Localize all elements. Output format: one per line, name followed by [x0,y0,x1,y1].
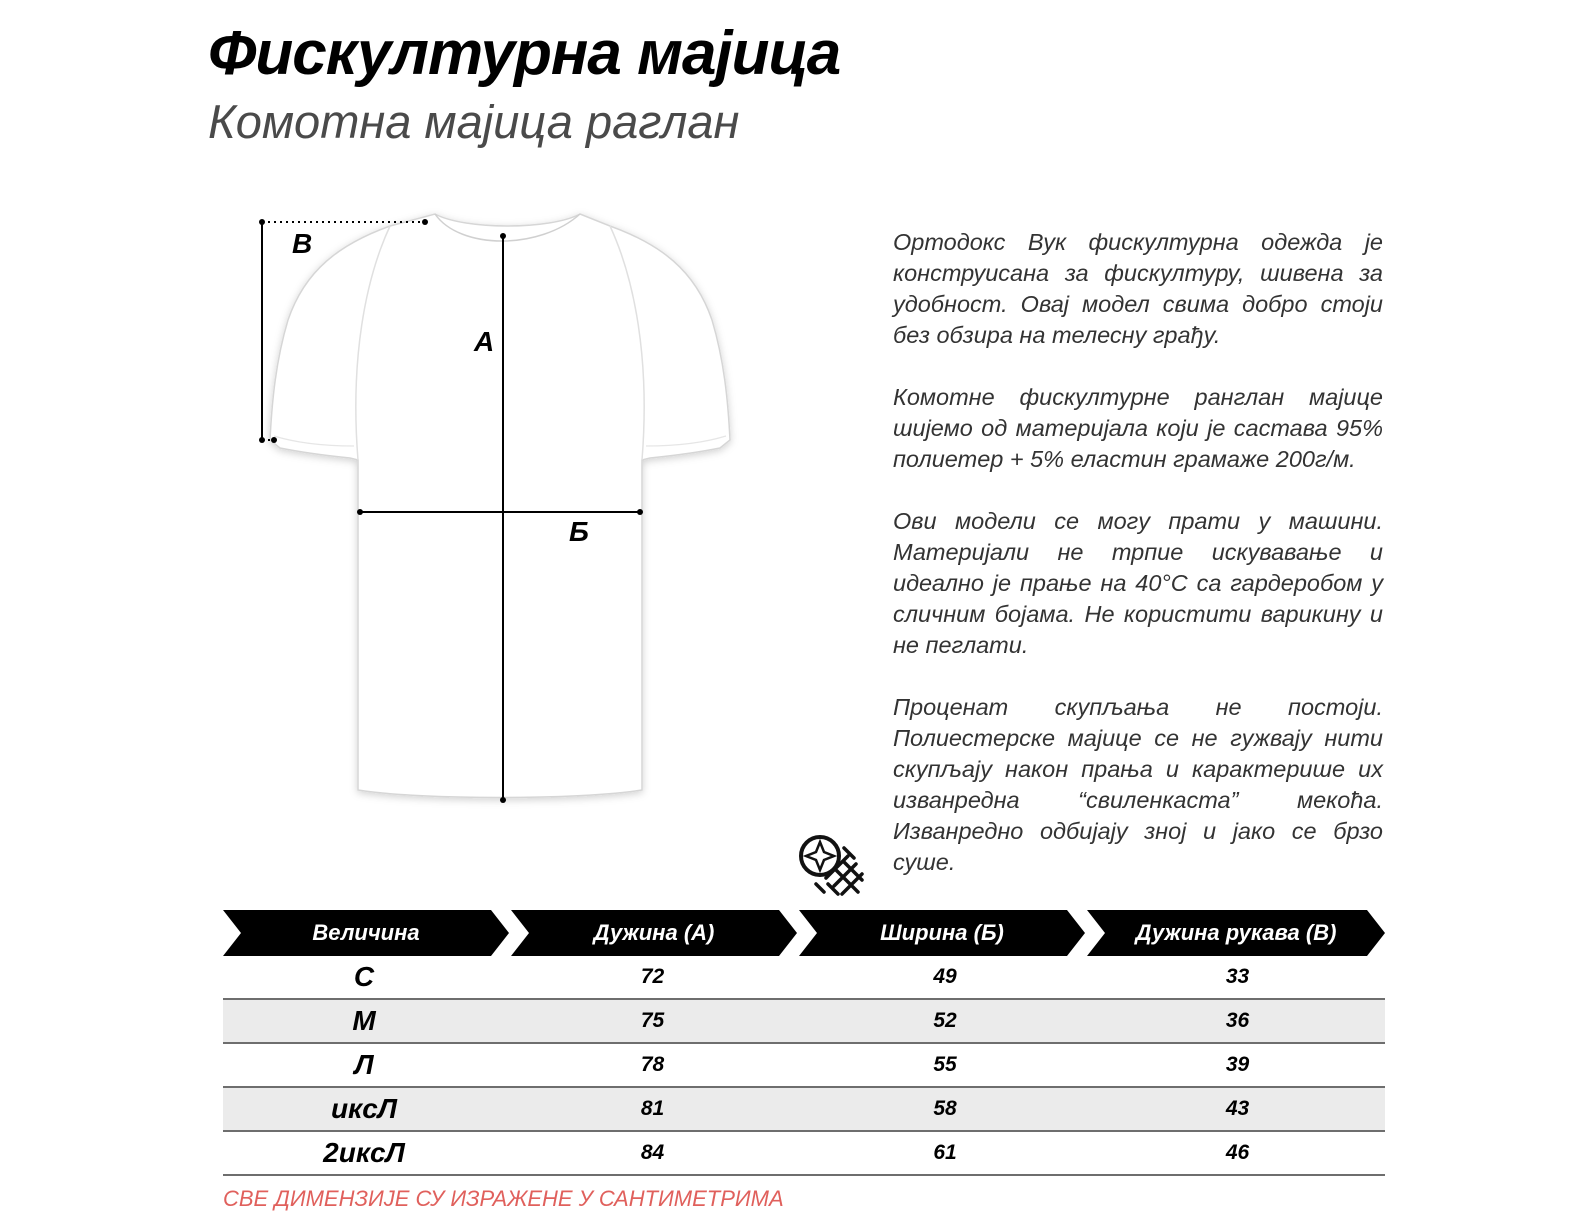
cell-width: 58 [933,1097,957,1120]
label-sleeve: В [292,228,313,259]
product-description [893,227,1383,909]
cell-sleeve: 33 [1225,965,1250,988]
cell-length: 84 [640,1141,665,1164]
tshirt-shape [270,214,730,798]
page-subtitle: Комотна мајица раглан [208,95,740,148]
cell-sleeve: 43 [1225,1097,1250,1120]
cell-width: 61 [933,1141,957,1164]
header-length: Дужина (А) [511,910,797,956]
description-paragraph: Ови модели се могу прати у машини. Материјали не трпие искувавање и идеално је прање на 40°C са гардеробом у сличним бојама. Не користити варикину и не пеглати. [893,508,1383,658]
cell-size: Л [354,1049,374,1080]
table-row [223,1088,1385,1132]
cell-length: 78 [640,1053,665,1076]
table-row [223,956,1385,1000]
size-table-body [223,956,1385,1176]
header-sleeve: Дужина рукава (В) [1087,910,1385,956]
cell-length: 75 [640,1009,665,1032]
cell-width: 55 [933,1053,957,1076]
table-row [223,1000,1385,1044]
cell-sleeve: 36 [1225,1009,1250,1032]
fabric-texture-icon [796,832,866,902]
tshirt-diagram [250,200,750,820]
cell-size: иксЛ [330,1093,398,1124]
cell-size: М [352,1005,376,1036]
cell-width: 49 [933,965,957,988]
cell-sleeve: 39 [1225,1053,1250,1076]
table-row [223,1044,1385,1088]
cell-width: 52 [933,1009,957,1032]
size-table-header [223,910,1385,956]
cell-length: 72 [640,965,665,988]
cell-size: 2иксЛ [323,1137,405,1168]
label-width: Б [569,516,589,547]
cell-sleeve: 46 [1225,1141,1250,1164]
cell-length: 81 [640,1097,665,1120]
header-width: Ширина (Б) [799,910,1085,956]
label-length: А [474,326,495,357]
size-table [223,910,1385,1176]
table-row [223,1132,1385,1176]
description-paragraph: Ортодокс Вук фискултурна одежда је конструисана за фискултуру, шивена за удобност. Овај модел свима добро стоји без обзира на телесну грађу. [893,229,1383,348]
units-footnote: СВЕ ДИМЕНЗИЈЕ СУ ИЗРАЖЕНЕ У САНТИМЕТРИМА [223,1186,784,1211]
description-paragraph: Комотне фискултурне ранглан мајице шијемо од материјала који је састава 95% полиетер + 5% еластин грамаже 200г/м. [893,384,1383,472]
cell-size: С [353,961,375,992]
page-title: Фискултурна мајица [208,19,841,88]
header-size: Величина [223,910,509,956]
description-paragraph: Проценат скупљања не постоји. Полиестерске мајице се не гужвају нити скупљају након прања и карактерише их изванредна “свиленкаста” мекоћа. Изванредно одбијају зној и јако се брзо суше. [893,694,1383,875]
